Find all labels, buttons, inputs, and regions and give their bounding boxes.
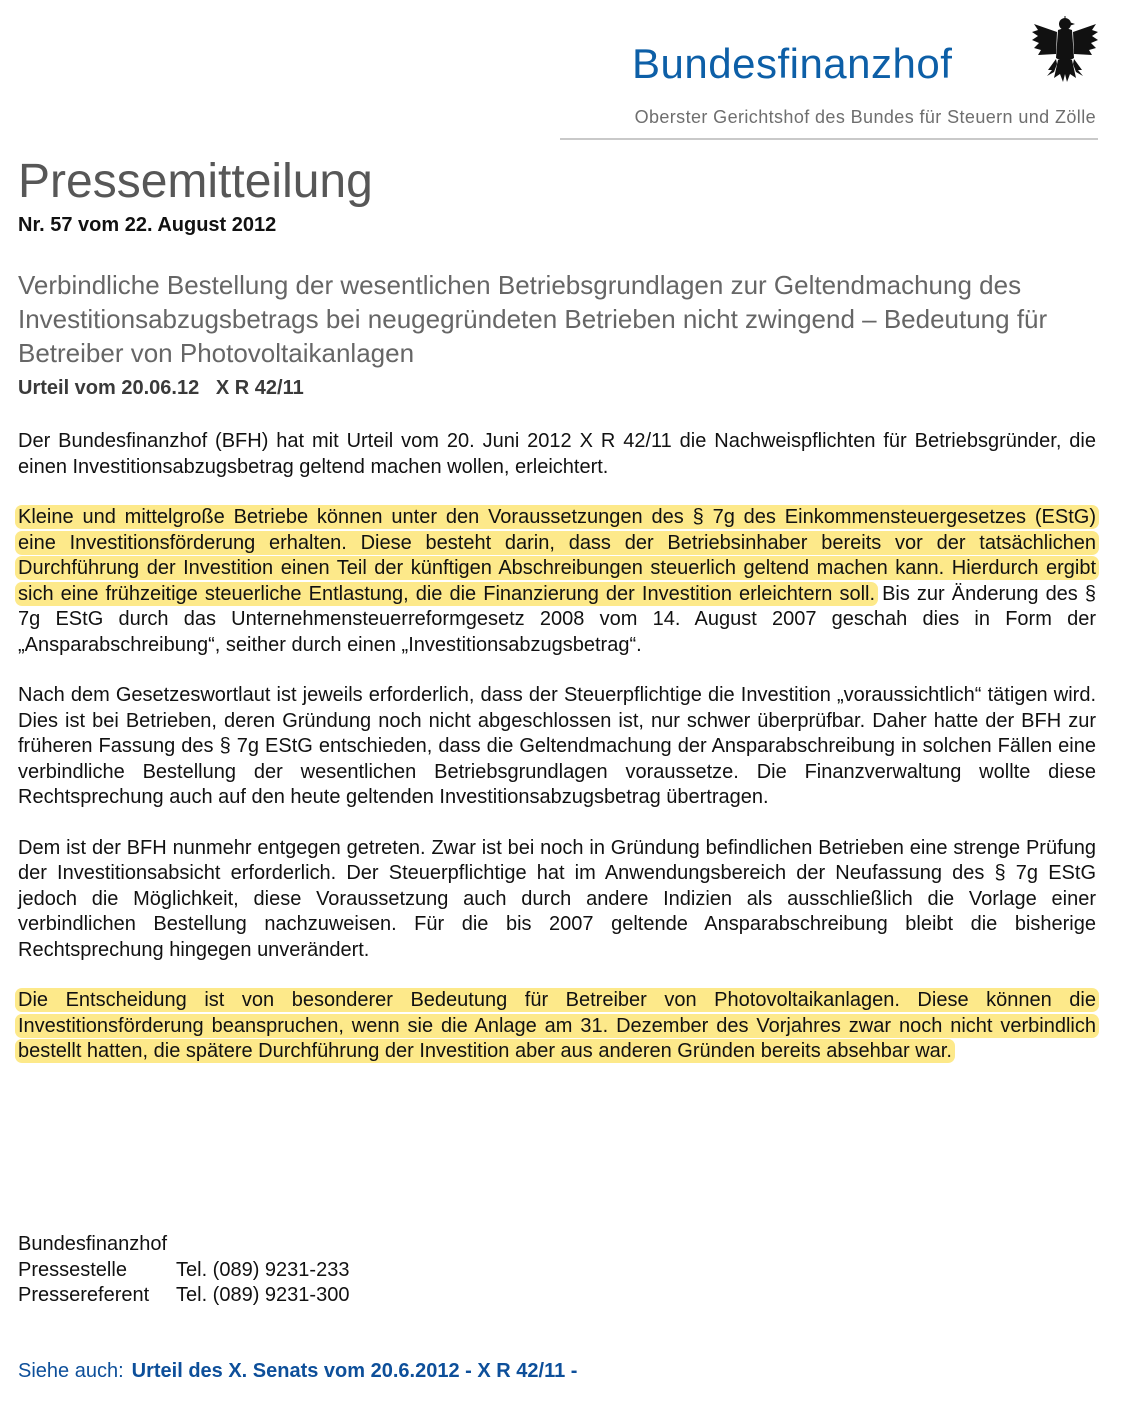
press-release xyxy=(18,150,1096,1065)
paragraph-intro: Der Bundesfinanzhof (BFH) hat mit Urteil vom 20. Juni 2012 X R 42/11 die Nachweispflichten für Betriebsgründer, die einen Investitionsabzugsbetrag geltend machen wollen, erleichtert. xyxy=(18,430,1096,478)
release-headline: Verbindliche Bestellung der wesentlichen Betriebsgrundlagen zur Geltendmachung des Investitionsabzugsbetrags bei neugegründeten Betrieben nicht zwingend – Bedeutung für Betreiber von Photovoltaikanlagen xyxy=(18,270,1048,368)
contact-org: Bundesfinanzhof xyxy=(18,1233,168,1255)
see-also-label: Siehe auch: xyxy=(18,1360,124,1382)
paragraph-background xyxy=(18,505,1096,658)
release-number-date: Nr. 57 vom 22. August 2012 xyxy=(18,214,277,236)
paragraph-decision: Dem ist der BFH nunmehr entgegen getreten. Zwar ist bei noch in Gründung befindlichen Betrieben eine strenge Prüfung der Investitionsabsicht erforderlich. Der Steuerpflichtige hat im Anwendungsbereich der Neufassung des § 7g EStG jedoch die Möglichkeit, diese Voraussetzung auch durch andere Indizien als ausschließlich die Vorlage einer verbindlichen Bestellung nachzuweisen. Für die bis 2007 geltende Ansparabschreibung bleibt die bisherige Rechtsprechung hingegen unverändert. xyxy=(18,836,1096,961)
court-subtitle: Oberster Gerichtshof des Bundes für Steuern und Zölle xyxy=(634,107,1096,127)
header-divider xyxy=(560,138,1098,140)
contact-phone: Tel. (089) 9231-233 xyxy=(176,1258,350,1281)
ruling-reference: Urteil vom 20.06.12 X R 42/11 xyxy=(18,377,304,399)
contact-label: Pressestelle xyxy=(18,1258,127,1281)
paragraph-significance xyxy=(18,988,1096,1065)
federal-eagle-icon xyxy=(1030,14,1100,90)
see-also xyxy=(18,1360,577,1383)
page-header xyxy=(0,0,1142,150)
page-title: Pressemitteilung xyxy=(18,155,373,208)
paragraph-legal-situation: Nach dem Gesetzeswortlaut ist jeweils erforderlich, dass der Steuerpflichtige die Investition „voraussichtlich“ tätigen wird. Dies ist bei Betrieben, deren Gründung noch nicht abgeschlossen ist, nur schwer überprüfbar. Daher hatte der BFH zur früheren Fassung des § 7g EStG entschieden, dass die Geltendmachung der Ansparabschreibung in solchen Fällen eine verbindliche Bestellung der wesentlichen Betriebsgrundlagen voraussetze. Die Finanzverwaltung wollte diese Rechtsprechung auch auf den heute geltenden Investitionsabzugsbetrag übertragen. xyxy=(18,684,1096,808)
paragraph-text: Bis zur Änderung des § 7g EStG durch das Unternehmensteuerreformgesetz 2008 vom 14. August 2007 geschah dies in Form der „Ansparabschreibung“, seither durch einen „Investitionsabzugsbetrag“. xyxy=(18,582,1096,656)
highlighted-text: Kleine und mittelgroße Betriebe können unter den Voraussetzungen des § 7g des Einkommensteuergesetzes (EStG) eine Investitionsförderung erhalten. Diese besteht darin, dass der Betriebsinhaber bereits vor der tatsächlichen Durchführung der Investition einen Teil der künftigen Abschreibungen steuerlich geltend machen kann. Hierdurch ergibt sich eine frühzeitige steuerliche Entlastung, die die Finanzierung der Investition erleichtern soll. xyxy=(15,505,1099,606)
judgment-link[interactable]: Urteil des X. Senats vom 20.6.2012 - X R 42/11 - xyxy=(131,1360,578,1382)
contact-phone: Tel. (089) 9231-300 xyxy=(176,1284,350,1306)
contact-press-officer xyxy=(18,1283,349,1309)
contact-press-office xyxy=(18,1258,349,1284)
contact-label: Pressereferent xyxy=(18,1284,150,1306)
highlighted-text: Die Entscheidung ist von besonderer Bedeutung für Betreiber von Photovoltaikanlagen. Diese können die Investitionsförderung beanspruchen, wenn sie die Anlage am 31. Dezember des Vorjahres zwar noch nicht verbindlich bestellt hatten, die spätere Durchführung der Investition aber aus anderen Gründen bereits absehbar war. xyxy=(15,988,1099,1063)
contact-block xyxy=(18,1232,349,1309)
brand-name: Bundesfinanzhof xyxy=(632,40,953,87)
